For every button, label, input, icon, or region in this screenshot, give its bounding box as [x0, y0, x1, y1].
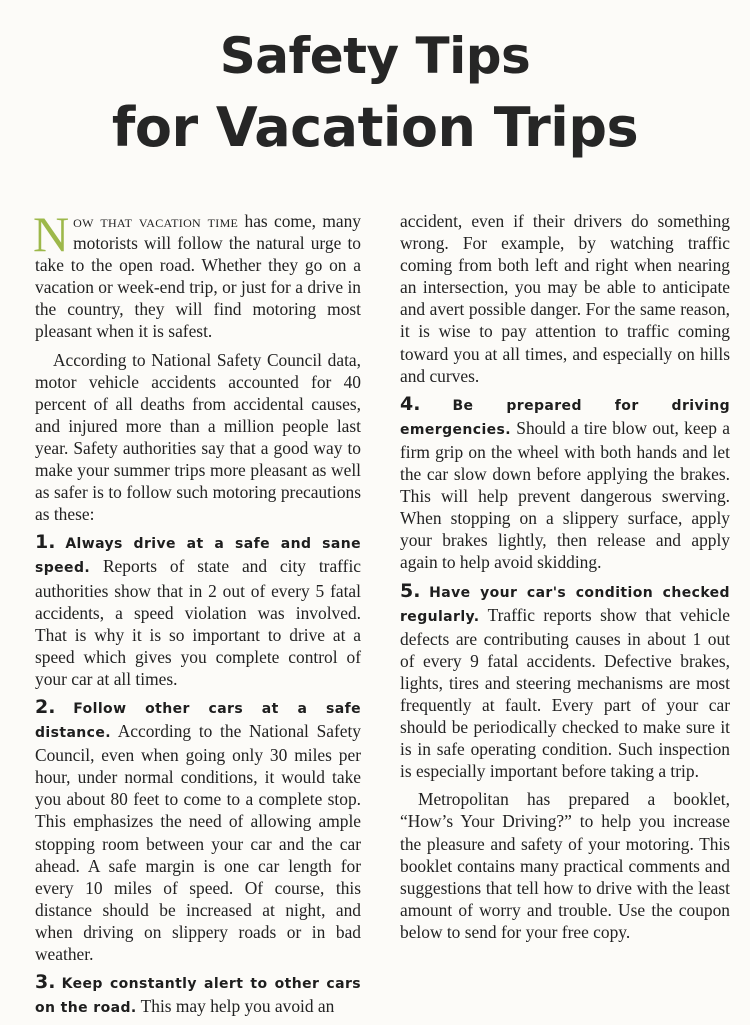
tip-body: Traffic reports show that vehicle defects are contributing causes in about 1 out of every 9 fatal accidents. Defective brakes, lights, tires and steering mechanisms are most frequently at fault. Every part of your car should be periodically checked to make sure it is in safe operating condition. Such inspection is especially important before taking a trip. [400, 604, 730, 782]
tip-body: Reports of state and city traffic authorities show that in 2 out of every 5 fatal accidents, a speed violation was involved. That is why it is so important to drive at a speed which gives you complete control of your car at all times. [35, 556, 361, 689]
tip-heading: Have your car's condition checked regularly. [400, 584, 730, 625]
left-column [33, 206, 362, 1025]
article-title-line-1: Safety Tips [219, 27, 531, 85]
tip-number: 3. [35, 971, 56, 994]
tip-heading: Follow other cars at a safe distance. [35, 700, 361, 742]
tip-number: 5. [400, 579, 421, 602]
right-column [400, 210, 730, 949]
intro-paragraph [33, 206, 361, 343]
tip-1 [35, 531, 361, 690]
tip-heading: Be prepared for driving emergencies. [400, 397, 730, 438]
tip-body: According to the National Safety Council, even when going only 30 miles per hour, under normal conditions, it would take you about 80 feet to come to a complete stop. This emphasizes the need of allowing ample stopping room between your car and the car ahead. A safe margin is one car length for every 10 miles of speed. Of course, this distance should be increased at night, and when driving on slippery roads or in bad weather. [35, 721, 361, 964]
tip-heading: Keep constantly alert to other cars on the road. [35, 976, 362, 1017]
tip-number: 1. [35, 531, 56, 554]
tip-4 [400, 393, 730, 574]
tip-3-continued: accident, even if their drivers do something wrong. For example, by watching traffic coming from both left and right when nearing an intersection, you may be able to anticipate and avert possible danger. For the same reason, it is wise to pay attention to traffic coming toward you at all times, and especially on hills and curves. [400, 211, 730, 386]
tip-heading: Always drive at a safe and sane speed. [35, 536, 361, 577]
tip-number: 4. [400, 392, 421, 415]
article-title-line-2: for Vacation Trips [111, 96, 639, 159]
statistics-paragraph: According to National Safety Council data, motor vehicle accidents accounted for 40 percent of all deaths from accidental causes, and injured more than a million people last year. Safety authorities say that a good way to make your summer trips more pleasant as well as safer is to follow such motoring precautions as these: [35, 349, 361, 525]
tip-2 [35, 696, 361, 965]
intro-text: has come, many motorists will follow the natural urge to take to the open road. Whether they go on a vacation or week-end trip, or just for a drive in the country, they will find motoring most pleasant when it is safest. [35, 211, 361, 342]
tip-5 [400, 580, 730, 783]
intro-smallcaps: ow that vacation time [73, 211, 239, 231]
tip-body-start: This may help you avoid an [136, 996, 335, 1017]
drop-cap: N [33, 206, 70, 262]
tip-body: Should a tire blow out, keep a firm grip on the wheel with both hands and let the car slow down before applying the brakes. This will help prevent dangerous swerving. When stopping on a slippery surface, apply your brakes lightly, then release and apply again to help avoid skidding. [400, 417, 730, 573]
closing-paragraph: Metropolitan has prepared a booklet, “How’s Your Driving?” to help you increase the pleasure and safety of your motoring. This booklet contains many practical comments and suggestions that tell how to drive with the least amount of worry and trouble. Use the coupon below to send for your free copy. [400, 789, 730, 942]
tip-number: 2. [35, 695, 56, 718]
tip-3 [35, 971, 361, 1019]
